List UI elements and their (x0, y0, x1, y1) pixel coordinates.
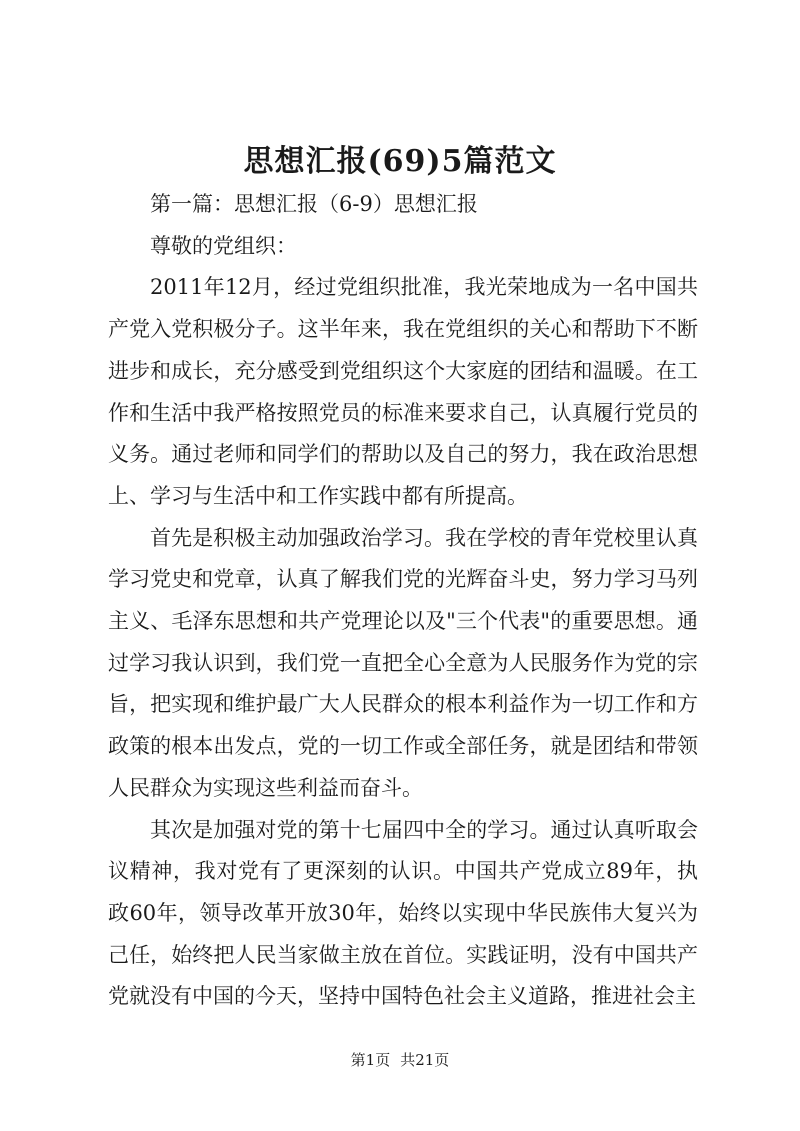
page-total: 共21页 (400, 1051, 450, 1069)
page-number: 第1页 (350, 1051, 391, 1069)
body-paragraph: 其次是加强对党的第十七届四中全的学习。通过认真听取会议精神，我对党有了更深刻的认识。中国共产党成立89年，执政60年，领导改革开放30年，始终以实现中华民族伟大复兴为己任，始终把人民当家做主放在首位。实践证明，没有中国共产党就没有中国的今天，坚持中国特色社会主义道路，推进社会主 (108, 817, 698, 1009)
section-heading: 第一篇：思想汇报（6-9）思想汇报 (150, 192, 478, 216)
page-footer (0, 1050, 800, 1070)
document-title: 思想汇报(69)5篇范文 (243, 144, 557, 179)
body-paragraph: 2011年12月，经过党组织批准，我光荣地成为一名中国共产党入党积极分子。这半年来，我在党组织的关心和帮助下不断进步和成长，充分感受到党组织这个大家庭的团结和温暖。在工作和生活中我严格按照党员的标准来要求自己，认真履行党员的义务。通过老师和同学们的帮助以及自己的努力，我在政治思想上、学习与生活中和工作实践中都有所提高。 (108, 275, 698, 508)
document-body (108, 184, 698, 1018)
salutation: 尊敬的党组织： (150, 233, 297, 258)
body-paragraph: 首先是积极主动加强政治学习。我在学校的青年党校里认真学习党史和党章，认真了解我们党的光辉奋斗史，努力学习马列主义、毛泽东思想和共产党理论以及"三个代表"的重要思想。通过学习我认识到，我们党一直把全心全意为人民服务作为党的宗旨，把实现和维护最广大人民群众的根本利益作为一切工作和方政策的根本出发点，党的一切工作或全部任务，就是团结和带领人民群众为实现这些利益而奋斗。 (108, 525, 698, 800)
